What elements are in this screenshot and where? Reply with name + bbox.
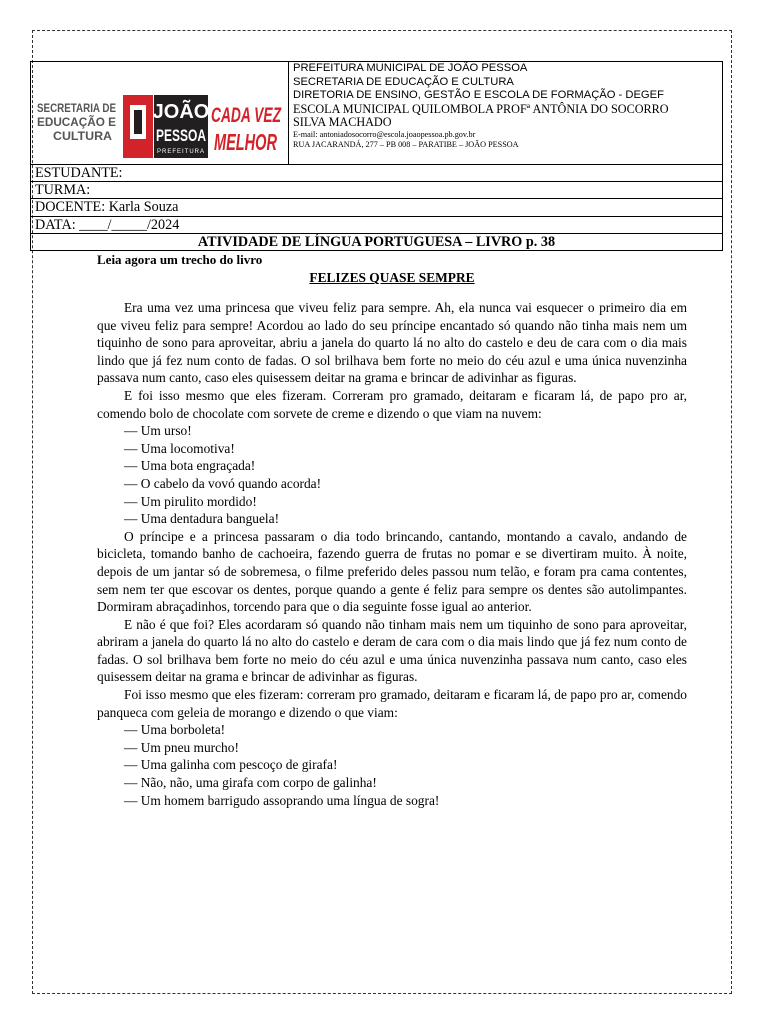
header-address: RUA JACARANDÁ, 277 – PB 008 – PARATIBE – JOÃO PESSOA — [293, 140, 519, 150]
dialog-line: — Não, não, uma girafa com corpo de galinha! — [124, 775, 377, 791]
dialog-line: — Uma borboleta! — [124, 722, 226, 738]
city-logos — [31, 62, 288, 164]
dialog-line: — Uma bota engraçada! — [124, 458, 256, 474]
book-title: FELIZES QUASE SEMPRE — [309, 270, 475, 285]
dialog-line: — Um pirulito mordido! — [124, 493, 257, 509]
dialog-line: — Um homem barrigudo assoprando uma língua de sogra! — [124, 792, 440, 808]
secretaria-line1: SECRETARIA DE — [37, 103, 117, 115]
dialog-line: — Uma locomotiva! — [124, 440, 235, 456]
city-name-line1: JOÃO — [152, 101, 210, 123]
slogan-logo — [211, 104, 282, 155]
reading-content — [97, 252, 687, 809]
activity-title: ATIVIDADE DE LÍNGUA PORTUGUESA – LIVRO p. 38 — [30, 234, 723, 251]
header-info — [293, 62, 713, 151]
header-diretoria: DIRETORIA DE ENSINO, GESTÃO E ESCOLA DE FORMAÇÃO - DEGEF — [293, 89, 664, 102]
crest-tower — [134, 110, 142, 134]
paragraph-1: Era uma vez uma princesa que viveu feliz para sempre. Ah, ela nunca vai esquecer o primeiro dia em que viveu feliz para sempre! Acordou ao lado do seu príncipe encantado só quando não tinha mais nem um tiquinho de sono para aproveitar, abriu a janela do quarto lá no alto do castelo e deu de cara com o dia mais lindo que já fez num conto de fadas. O sol brilhava bem forte no meio do céu azul e uma única nuvenzinha passava num canto, caso eles quisessem deitar na grama e brincar de adivinhar as figuras. — [97, 300, 687, 386]
header-school-name: ESCOLA MUNICIPAL QUILOMBOLA PROFª ANTÔNIA DO SOCORRO — [293, 101, 669, 116]
student-form — [30, 165, 723, 251]
dialog-line: — Um pneu murcho! — [124, 739, 239, 755]
date-field[interactable]: DATA: ____/_____/2024 — [30, 217, 723, 234]
class-field[interactable]: TURMA: — [30, 182, 723, 199]
dialog-line: — Uma galinha com pescoço de girafa! — [124, 757, 338, 773]
header-email: E-mail: antoniadosocorro@escola.joaopessoa.pb.gov.br — [293, 129, 476, 139]
teacher-field: DOCENTE: Karla Souza — [30, 199, 723, 216]
secretaria-logo — [37, 103, 116, 143]
header-school-name-cont: SILVA MACHADO — [293, 115, 392, 130]
header-divider — [288, 62, 289, 164]
paragraph-4: E não é que foi? Eles acordaram só quando não tinham mais nem um tiquinho de sono para aproveitar, abriram a janela do quarto lá no alto do castelo e deram de cara com o dia mais lindo que já fez num conto de fadas. O sol brilhava bem forte no meio do céu azul e uma única nuvenzinha passava num canto, caso eles quisessem deitar na grama e brincar de adivinhar as figuras. — [97, 616, 687, 685]
logo-area — [31, 62, 288, 164]
dialog-line: — Um urso! — [124, 423, 192, 439]
header-prefeitura: PREFEITURA MUNICIPAL DE JOÃO PESSOA — [293, 62, 528, 74]
school-header — [30, 61, 723, 165]
slogan-line2: MELHOR — [214, 129, 278, 155]
paragraph-3: O príncipe e a princesa passaram o dia todo brincando, cantando, montando a cavalo, andando de bicicleta, tomando banho de cachoeira, fazendo guerra de frutas no pomar e se divertiram muito. À noite, depois de um jantar só de sobremesa, o filme preferido deles passou num telão, e foram pra cama contentes, sem nem ter que escovar os dentes, porque quando a gente é feliz para sempre os dentes são autolimpantes. Dormiram abraçadinhos, torcendo para que o dia seguinte fosse igual ao anterior. — [97, 528, 687, 615]
secretaria-line2: EDUCAÇÃO E — [37, 117, 115, 129]
city-name-line2: PESSOA — [156, 126, 206, 145]
dialog-line: — Uma dentadura banguela! — [124, 511, 280, 527]
joao-pessoa-logo — [123, 95, 209, 158]
reading-intro: Leia agora um trecho do livro — [97, 252, 263, 267]
slogan-line1: CADA VEZ — [211, 104, 282, 127]
city-prefeitura: PREFEITURA — [156, 149, 206, 155]
paragraph-2: E foi isso mesmo que eles fizeram. Correram pro gramado, deitaram e ficaram lá, de papo pro ar, comendo bolo de chocolate com sorvete de creme e dizendo o que viam na nuvem: — [97, 387, 687, 421]
secretaria-line3: CULTURA — [53, 131, 112, 143]
dialog-line: — O cabelo da vovó quando acorda! — [124, 475, 322, 491]
paragraph-5: Foi isso mesmo que eles fizeram: correram pro gramado, deitaram e ficaram lá, de papo pro ar, comendo panqueca com geleia de morango e dizendo o que viam: — [97, 687, 687, 720]
student-field[interactable]: ESTUDANTE: — [30, 165, 723, 182]
header-secretaria: SECRETARIA DE EDUCAÇÃO E CULTURA — [293, 75, 514, 88]
